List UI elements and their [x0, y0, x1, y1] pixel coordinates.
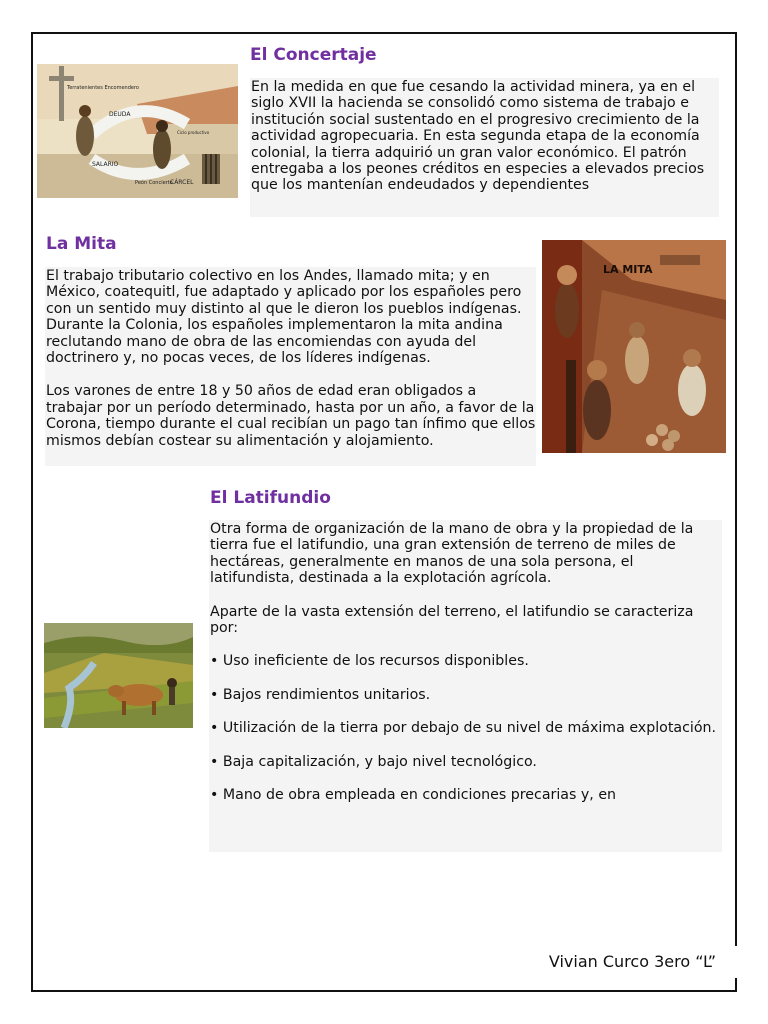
mita-heading: La Mita	[46, 234, 117, 254]
concertaje-text	[250, 78, 719, 217]
author-signature: Vivian Curco 3ero “L”	[548, 952, 716, 971]
border-gap	[733, 946, 741, 978]
label-salario: SALARIO	[92, 161, 119, 168]
label-carcel: CÁRCEL	[170, 179, 194, 186]
latifundio-bullet-3: • Utilización de la tierra por debajo de su nivel de máxima explotación.	[210, 720, 717, 737]
label-terrateniente: Terratenientes Encomendero	[67, 85, 139, 91]
label-peon: Peón Concierto	[135, 180, 173, 186]
mita-paragraph-1: El trabajo tributario colectivo en los Andes, llamado mita; y en México, coatequitl, fue adaptado y aplicado por los españoles pero con un sentido muy distinto al que le dieron los pueblos indígenas. Durante la Colonia, los españoles implementaron la mita andina reclutando mano de obra de las encomiendas con ayuda del doctrinero y, no pocas veces, de los líderes indígenas.	[46, 268, 522, 367]
latifundio-bullet-4: • Baja capitalización, y bajo nivel tecnológico.	[210, 753, 537, 770]
concertaje-illustration	[37, 64, 238, 198]
mita-illustration	[542, 240, 726, 453]
latifundio-paragraph-2: Aparte de la vasta extensión del terreno, el latifundio se caracteriza por:	[210, 603, 694, 637]
latifundio-bullet-5: • Mano de obra empleada en condiciones precarias y, en	[210, 787, 617, 804]
mita-image-label: LA MITA	[603, 263, 653, 276]
concertaje-paragraph: En la medida en que fue cesando la actividad minera, ya en el siglo XVII la hacienda se consolidó como sistema de trabajo e institución social sustentado en el progresivo crecimiento de la actividad agropecuaria. En esta segunda etapa de la economía colonial, la tierra adquirió un gran valor económico. El patrón entregaba a los peones créditos en especies a elevados precios que los mantenían endeudados y dependientes	[251, 79, 705, 194]
latifundio-text	[209, 520, 722, 852]
latifundio-illustration	[44, 623, 193, 728]
latifundio-paragraph-1: Otra forma de organización de la mano de obra y la propiedad de la tierra fue el latifundio, una gran extensión de terreno de miles de hectáreas, generalmente en manos de una sola persona, el latifundista, destinada a la explotación agrícola.	[210, 521, 694, 587]
mita-text	[45, 267, 536, 466]
label-deuda: DEUDA	[109, 111, 131, 118]
concertaje-heading: El Concertaje	[250, 45, 377, 65]
latifundio-bullet-1: • Uso ineficiente de los recursos disponibles.	[210, 653, 529, 670]
mita-paragraph-2: Los varones de entre 18 y 50 años de edad eran obligados a trabajar por un período determinado, hasta por un año, a favor de la Corona, tiempo durante el cual recibían un pago tan ínfimo que ellos mismos debían costear su alimentación y alojamiento.	[46, 383, 536, 449]
latifundio-bullet-2: • Bajos rendimientos unitarios.	[210, 686, 431, 703]
latifundio-heading: El Latifundio	[210, 488, 331, 508]
label-ciclo: Ciclo productivo	[177, 130, 210, 135]
